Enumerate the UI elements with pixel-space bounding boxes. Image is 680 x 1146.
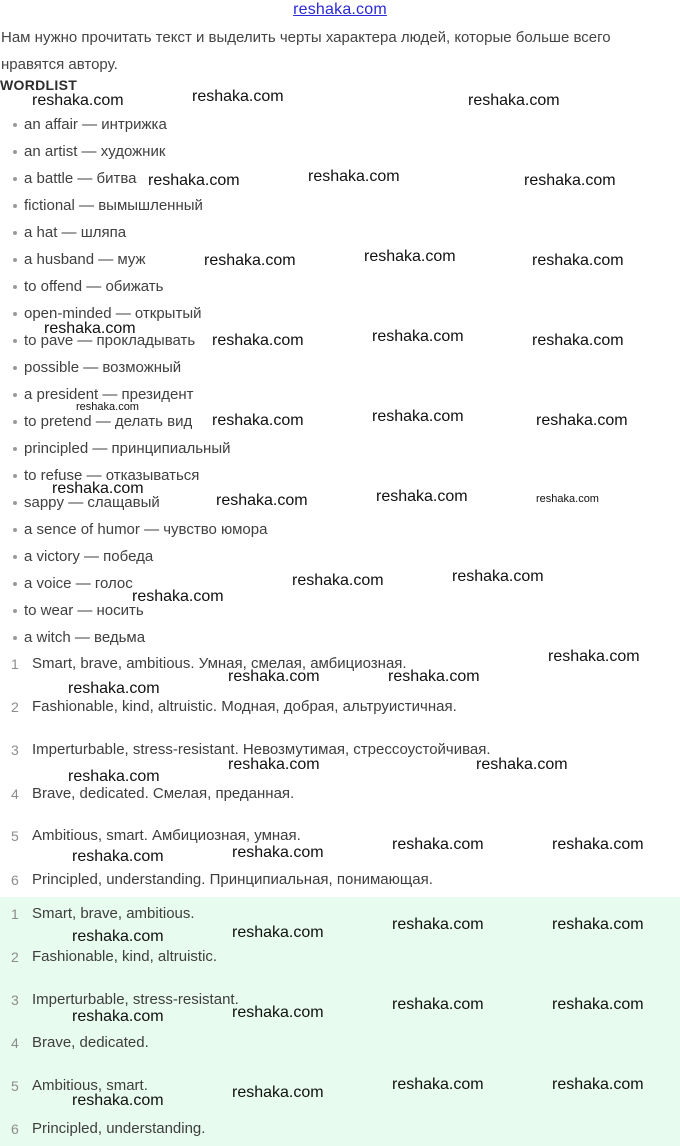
bullet-icon — [13, 609, 17, 613]
watermark: reshaka.com — [76, 401, 139, 413]
bullet-icon — [13, 555, 17, 559]
wordlist-item: to pave — прокладывать — [0, 327, 680, 354]
bullet-icon — [13, 285, 17, 289]
bullet-icon — [13, 636, 17, 640]
wordlist-item: a hat — шляпа — [0, 219, 680, 246]
watermark: reshaka.com — [392, 916, 484, 933]
watermark: reshaka.com — [364, 248, 456, 265]
watermark: reshaka.com — [372, 328, 464, 345]
answer-number: 6 — [11, 872, 19, 888]
wordlist-item: possible — возможный — [0, 354, 680, 381]
answer-row — [0, 869, 680, 891]
watermark: reshaka.com — [44, 320, 136, 337]
watermark: reshaka.com — [228, 756, 320, 773]
watermark: reshaka.com — [388, 668, 480, 685]
bullet-icon — [13, 123, 17, 127]
bullet-icon — [13, 177, 17, 181]
bullet-icon — [13, 447, 17, 451]
answer-text: Brave, dedicated. — [32, 1034, 149, 1051]
wordlist-item: a president — президент — [0, 381, 680, 408]
answer-text: Ambitious, smart. — [32, 1077, 148, 1094]
watermark: reshaka.com — [232, 844, 324, 861]
bullet-icon — [13, 528, 17, 532]
watermark: reshaka.com — [536, 493, 599, 505]
wordlist-heading: WORDLIST — [0, 77, 78, 93]
answer-text: Fashionable, kind, altruistic. — [32, 948, 218, 965]
watermark: reshaka.com — [552, 1076, 644, 1093]
watermark: reshaka.com — [308, 168, 400, 185]
answer-row — [0, 1118, 680, 1140]
bullet-icon — [13, 501, 17, 505]
answer-number: 3 — [11, 742, 19, 758]
watermark: reshaka.com — [204, 252, 296, 269]
bullet-icon — [13, 474, 17, 478]
bullet-icon — [13, 150, 17, 154]
watermark: reshaka.com — [552, 836, 644, 853]
watermark: reshaka.com — [468, 92, 560, 109]
wordlist-item: to refuse — отказываться — [0, 462, 680, 489]
watermark: reshaka.com — [132, 588, 224, 605]
answer-text: Ambitious, smart. Амбициозная, умная. — [32, 827, 301, 844]
watermark: reshaka.com — [72, 1092, 164, 1109]
answer-text: Fashionable, kind, altruistic. Модная, добрая, альтруистичная. — [32, 698, 457, 715]
watermark: reshaka.com — [552, 996, 644, 1013]
watermark: reshaka.com — [192, 88, 284, 105]
watermark: reshaka.com — [148, 172, 240, 189]
task-intro: Нам нужно прочитать текст и выделить черты характера людей, которые больше всего нравятся автору. — [1, 29, 611, 73]
wordlist-item: an affair — интрижка — [0, 111, 680, 138]
wordlist-item: a victory — победа — [0, 543, 680, 570]
answer-number: 2 — [11, 949, 19, 965]
bullet-icon — [13, 339, 17, 343]
answer-number: 3 — [11, 992, 19, 1008]
watermark: reshaka.com — [228, 668, 320, 685]
wordlist — [0, 111, 680, 651]
watermark: reshaka.com — [532, 252, 624, 269]
answer-number: 1 — [11, 906, 19, 922]
answer-text: Brave, dedicated. Смелая, преданная. — [32, 785, 295, 802]
wordlist-item: a sence of humor — чувство юмора — [0, 516, 680, 543]
bullet-icon — [13, 582, 17, 586]
watermark: reshaka.com — [216, 492, 308, 509]
site-title-link[interactable]: reshaka.com — [293, 1, 387, 18]
watermark: reshaka.com — [552, 916, 644, 933]
answer-text: Imperturbable, stress-resistant. Невозмутимая, стрессоустойчивая. — [32, 741, 491, 758]
answer-text: Imperturbable, stress-resistant. — [32, 991, 239, 1008]
answer-number: 2 — [11, 699, 19, 715]
watermark: reshaka.com — [292, 572, 384, 589]
bullet-icon — [13, 366, 17, 370]
watermark: reshaka.com — [32, 92, 124, 109]
bullet-icon — [13, 393, 17, 397]
bullet-icon — [13, 312, 17, 316]
bullet-icon — [13, 258, 17, 262]
bullet-icon — [13, 204, 17, 208]
answer-row — [0, 946, 680, 968]
watermark: reshaka.com — [212, 332, 304, 349]
watermark: reshaka.com — [68, 768, 160, 785]
wordlist-item: a husband — муж — [0, 246, 680, 273]
wordlist-item: principled — принципиальный — [0, 435, 680, 462]
wordlist-item: an artist — художник — [0, 138, 680, 165]
watermark: reshaka.com — [68, 680, 160, 697]
watermark: reshaka.com — [532, 332, 624, 349]
watermark: reshaka.com — [392, 1076, 484, 1093]
answer-number: 5 — [11, 828, 19, 844]
wordlist-item: to offend — обижать — [0, 273, 680, 300]
answer-text: Smart, brave, ambitious. Умная, смелая, амбициозная. — [32, 655, 407, 672]
watermark: reshaka.com — [536, 412, 628, 429]
answer-number: 4 — [11, 786, 19, 802]
wordlist-item: fictional — вымышленный — [0, 192, 680, 219]
answer-number: 5 — [11, 1078, 19, 1094]
wordlist-item: open-minded — открытый — [0, 300, 680, 327]
wordlist-item: a witch — ведьма — [0, 624, 680, 651]
watermark: reshaka.com — [524, 172, 616, 189]
watermark: reshaka.com — [392, 996, 484, 1013]
watermark: reshaka.com — [376, 488, 468, 505]
answer-row — [0, 1032, 680, 1054]
wordlist-item: to pretend — делать вид — [0, 408, 680, 435]
wordlist-item: sappy — слащавый — [0, 489, 680, 516]
wordlist-item: a battle — битва — [0, 165, 680, 192]
wordlist-item: a voice — голос — [0, 570, 680, 597]
watermark: reshaka.com — [72, 928, 164, 945]
answer-row — [0, 739, 680, 761]
watermark: reshaka.com — [548, 648, 640, 665]
answer-number: 6 — [11, 1121, 19, 1137]
bullet-icon — [13, 231, 17, 235]
bullet-icon — [13, 420, 17, 424]
watermark: reshaka.com — [72, 1008, 164, 1025]
watermark: reshaka.com — [232, 1084, 324, 1101]
answer-text: Principled, understanding. — [32, 1120, 206, 1137]
watermark: reshaka.com — [232, 1004, 324, 1021]
answer-row — [0, 783, 680, 805]
watermark: reshaka.com — [72, 848, 164, 865]
answer-row — [0, 696, 680, 718]
watermark: reshaka.com — [476, 756, 568, 773]
answer-text: Smart, brave, ambitious. — [32, 905, 195, 922]
watermark: reshaka.com — [52, 480, 144, 497]
watermark: reshaka.com — [232, 924, 324, 941]
answer-text: Principled, understanding. Принципиальная, понимающая. — [32, 871, 433, 888]
watermark: reshaka.com — [392, 836, 484, 853]
answer-number: 1 — [11, 656, 19, 672]
watermark: reshaka.com — [372, 408, 464, 425]
watermark: reshaka.com — [212, 412, 304, 429]
wordlist-item: to wear — носить — [0, 597, 680, 624]
watermark: reshaka.com — [452, 568, 544, 585]
answer-number: 4 — [11, 1035, 19, 1051]
